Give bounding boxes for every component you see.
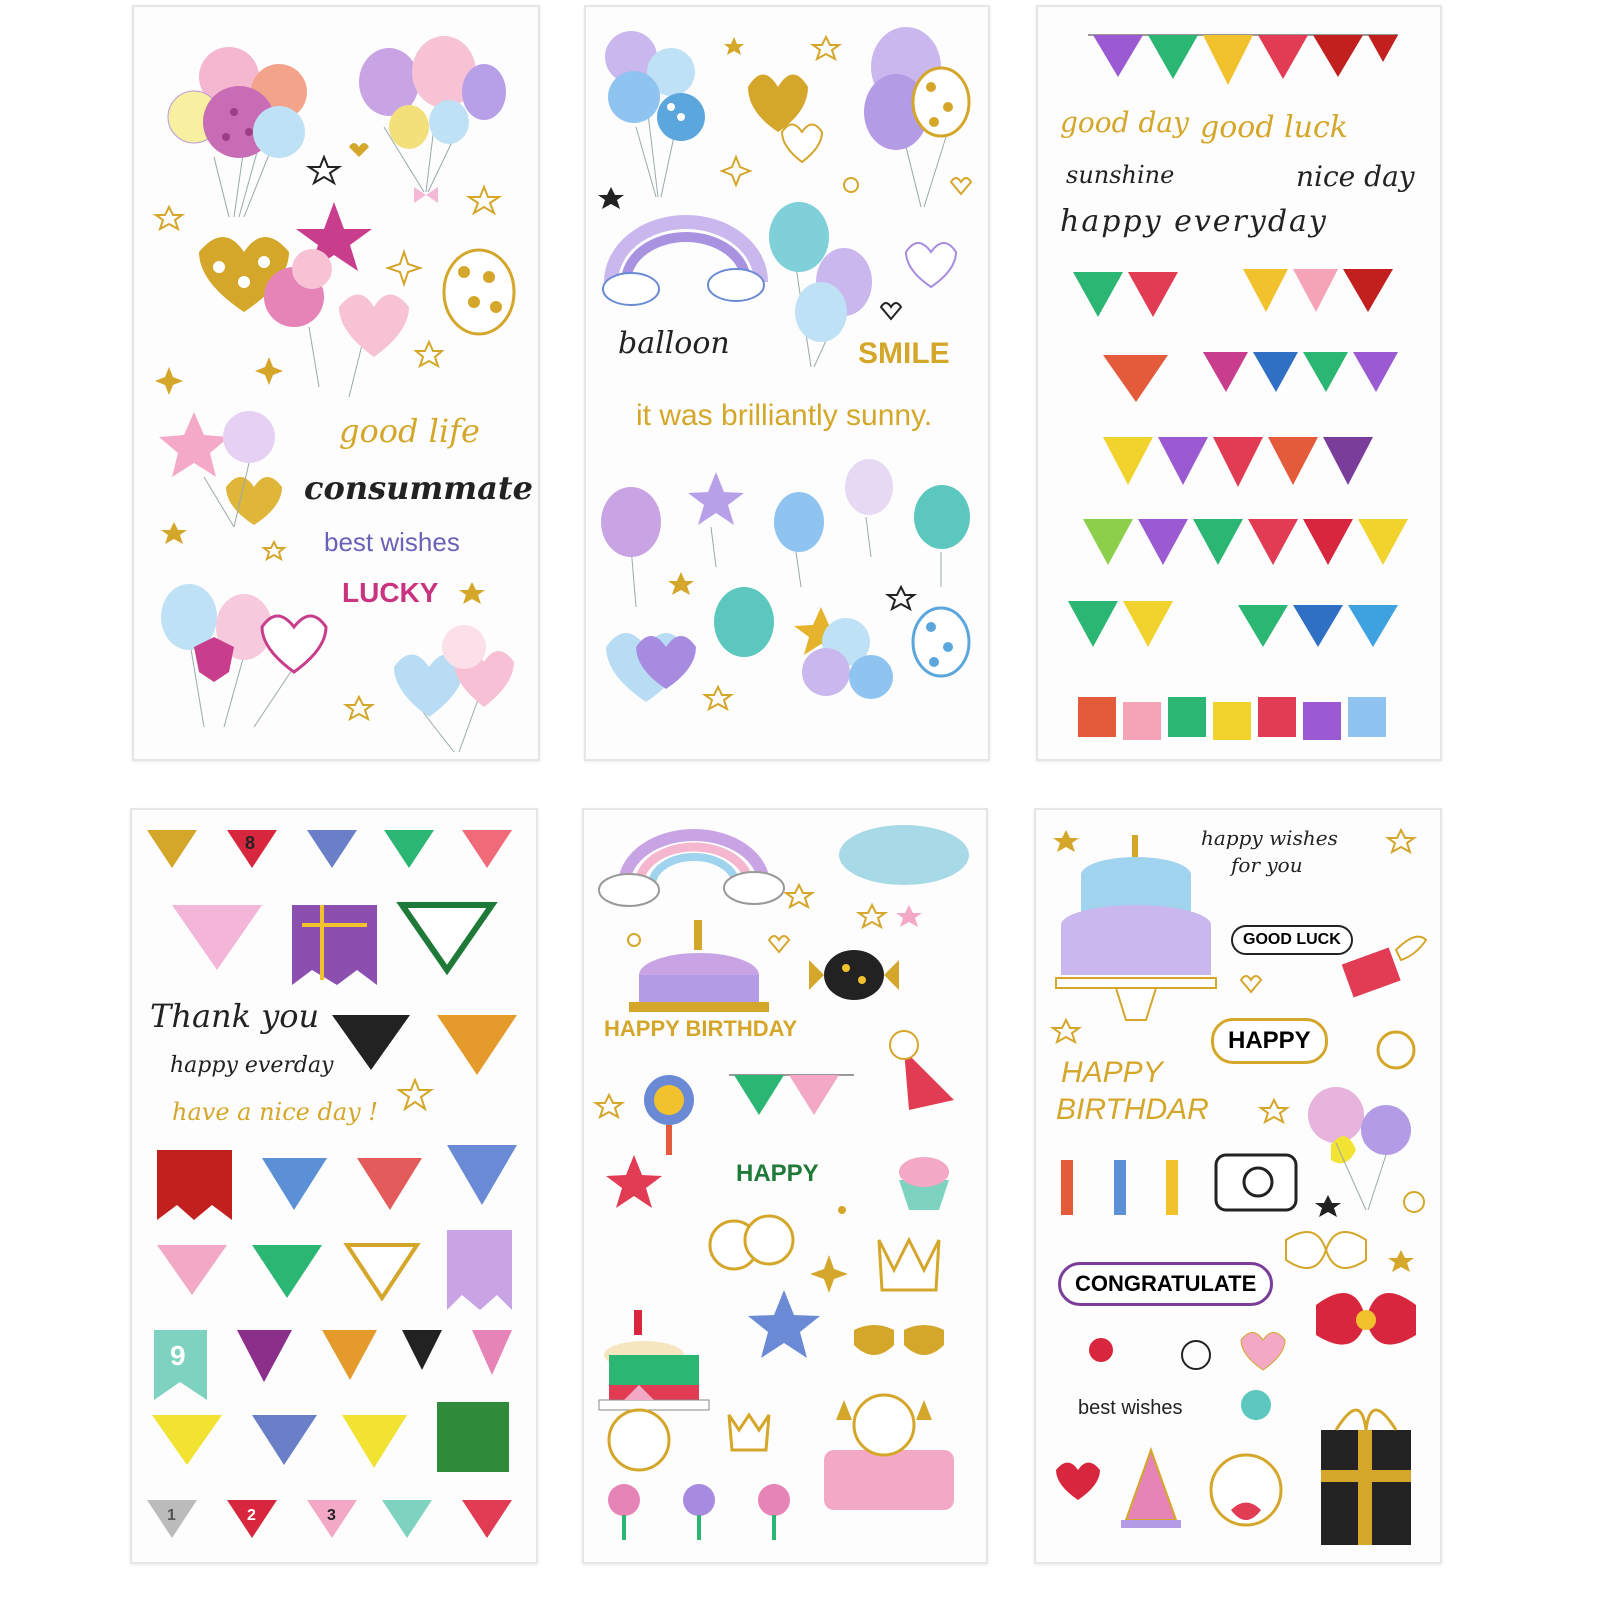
- sticker-sheet-party: [582, 808, 988, 1564]
- sticker-sheet-bunting: [1036, 5, 1442, 761]
- sticker-good-luck-bubble: GOOD LUCK: [1231, 925, 1353, 955]
- sticker-happy-bubble: HAPPY: [1211, 1018, 1328, 1064]
- birthday-stickers-art: [1036, 810, 1440, 1562]
- sticker-happy-everday: happy everday: [170, 1053, 334, 1078]
- sticker-sheet-birthday: [1034, 808, 1442, 1564]
- sticker-thank-you: Thank you: [150, 997, 320, 1035]
- flag-number-8: 8: [245, 833, 256, 853]
- sticker-smile: SMILE: [858, 337, 950, 370]
- sticker-happy-birthdar-line2: BIRTHDAR: [1056, 1093, 1209, 1126]
- sticker-best-wishes: best wishes: [324, 527, 460, 557]
- sticker-sunshine: sunshine: [1066, 161, 1175, 189]
- balloon-smile-stickers-art: [586, 7, 988, 759]
- sticker-brilliantly-sunny: it was brilliantly sunny.: [636, 399, 933, 432]
- flag-number-1: 1: [167, 1507, 176, 1524]
- sticker-happy-birthday: HAPPY BIRTHDAY: [604, 1016, 798, 1041]
- sticker-lucky: LUCKY: [342, 577, 439, 608]
- flag-number-3: 3: [327, 1507, 336, 1524]
- sticker-good-day: good day: [1060, 106, 1189, 139]
- sticker-consummate: consummate: [304, 469, 533, 507]
- sticker-best-wishes: best wishes: [1078, 1397, 1183, 1419]
- sticker-for-you: for you: [1231, 853, 1303, 877]
- sticker-sheet-balloons: [132, 5, 540, 761]
- sticker-happy-wishes: happy wishes: [1201, 826, 1338, 850]
- sticker-good-luck: good luck: [1200, 110, 1348, 145]
- sticker-good-life: good life: [339, 412, 480, 450]
- sticker-happy-birthdar-line1: HAPPY: [1061, 1056, 1163, 1089]
- sticker-happy-everyday: happy everyday: [1060, 204, 1328, 239]
- sticker-congratulate-bubble: CONGRATULATE: [1058, 1262, 1273, 1306]
- balloon-stickers-art: [134, 7, 538, 759]
- sticker-have-a-nice-day: have a nice day !: [172, 1098, 379, 1126]
- flag-stickers-art: [132, 810, 536, 1562]
- sticker-sheet-flags: [130, 808, 538, 1564]
- sticker-happy: HAPPY: [736, 1160, 819, 1187]
- flag-number-2: 2: [247, 1507, 256, 1524]
- sticker-balloon: balloon: [618, 326, 730, 361]
- flag-number-9: 9: [170, 1340, 186, 1371]
- sticker-sheet-balloons-smile: [584, 5, 990, 761]
- sticker-nice-day: nice day: [1296, 160, 1415, 193]
